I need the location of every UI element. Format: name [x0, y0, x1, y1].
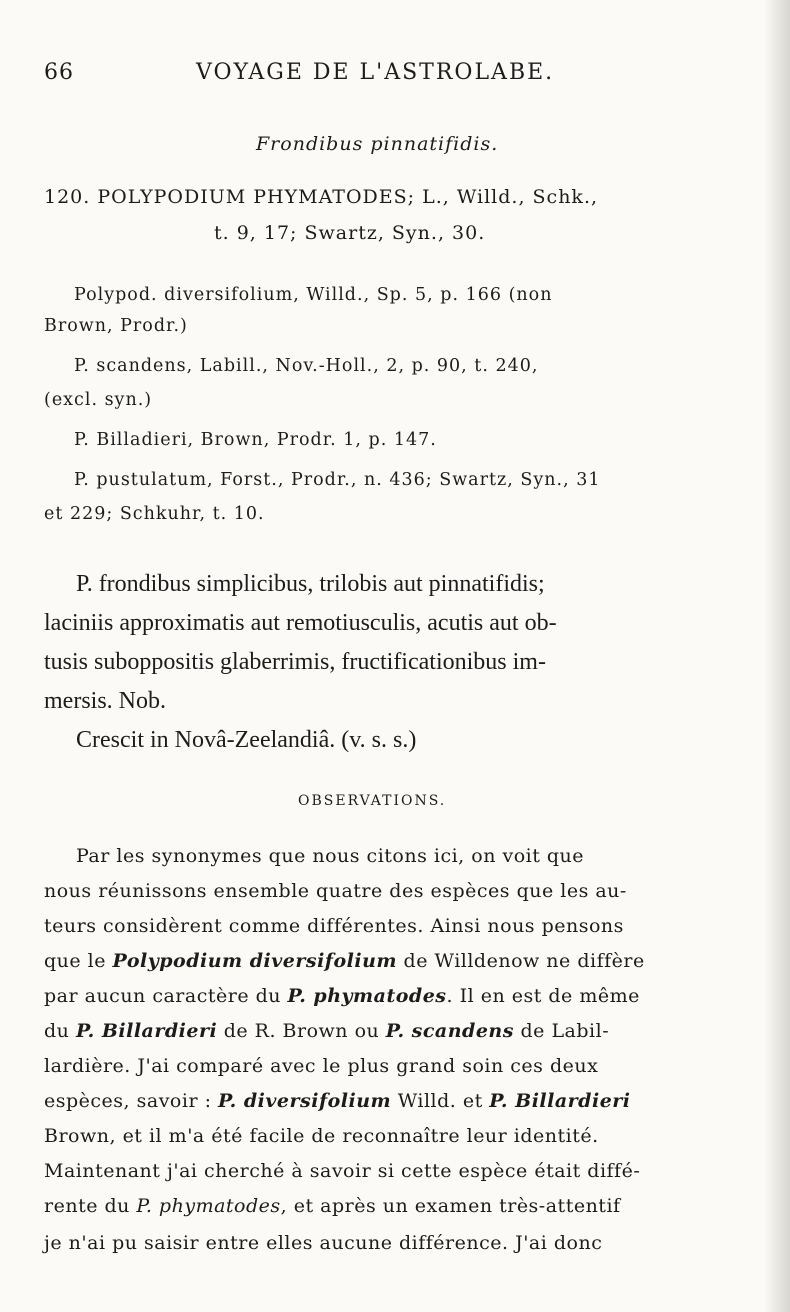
obs-line-11-c: , et après un examen très-attentif [280, 1195, 621, 1217]
synonym-4-line1: P. pustulatum, Forst., Prodr., n. 436; Swartz, Syn., 31 [74, 470, 601, 490]
diagnosis-line3: tusis suboppositis glaberrimis, fructificationibus im- [44, 649, 546, 675]
obs-line-8 [44, 1090, 631, 1112]
entry-heading-line1: 120. POLYPODIUM PHYMATODES; L., Willd., Schk., [44, 186, 599, 208]
obs-line-4-a: que le [44, 950, 113, 972]
diagnosis-line2: laciniis approximatis aut remotiusculis, acutis aut ob- [44, 610, 557, 636]
obs-line-8-taxon-2: P. Billardieri [489, 1090, 631, 1112]
obs-line-10: Maintenant j'ai cherché à savoir si cette espèce était diffé- [44, 1160, 641, 1182]
diagnosis-line4: mersis. Nob. [44, 688, 166, 714]
obs-line-1: Par les synonymes que nous citons ici, on voit que [76, 845, 585, 867]
obs-line-9: Brown, et il m'a été facile de reconnaître leur identité. [44, 1125, 599, 1147]
page-number: 66 [44, 60, 74, 85]
obs-line-5 [44, 985, 640, 1007]
obs-line-8-taxon-1: P. diversifolium [218, 1090, 392, 1112]
synonym-1-line2: Brown, Prodr.) [44, 316, 188, 336]
observations-title: OBSERVATIONS. [298, 793, 447, 809]
obs-line-5-c: . Il en est de même [446, 985, 640, 1007]
obs-line-6-e: de Labil- [513, 1020, 610, 1042]
synonym-3-line1: P. Billadieri, Brown, Prodr. 1, p. 147. [74, 430, 437, 450]
section-subtitle: Frondibus pinnatifidis. [256, 133, 499, 155]
obs-line-5-a: par aucun caractère du [44, 985, 288, 1007]
obs-line-11-taxon: P. phymatodes [136, 1195, 281, 1217]
obs-line-7: lardière. J'ai comparé avec le plus grand soin ces deux [44, 1055, 599, 1077]
running-title: VOYAGE DE L'ASTROLABE. [196, 60, 555, 85]
obs-line-2: nous réunissons ensemble quatre des espèces que les au- [44, 880, 627, 902]
obs-line-12: je n'ai pu saisir entre elles aucune différence. J'ai donc [44, 1232, 603, 1254]
obs-line-6-a: du [44, 1020, 76, 1042]
obs-line-3: teurs considèrent comme différentes. Ainsi nous pensons [44, 915, 624, 937]
obs-line-4-taxon: Polypodium diversifolium [112, 950, 398, 972]
obs-line-8-c: Willd. et [391, 1090, 490, 1112]
entry-heading-line2: t. 9, 17; Swartz, Syn., 30. [214, 222, 486, 244]
obs-line-8-a: espèces, savoir : [44, 1090, 219, 1112]
diagnosis-line1: P. frondibus simplicibus, trilobis aut pinnatifidis; [76, 571, 545, 597]
synonym-2-line2: (excl. syn.) [44, 390, 153, 410]
obs-line-4-c: de Willdenow ne diffère [397, 950, 645, 972]
obs-line-6-taxon-2: P. scandens [385, 1020, 514, 1042]
synonym-2-line1: P. scandens, Labill., Nov.-Holl., 2, p. 90, t. 240, [74, 356, 539, 376]
obs-line-11-a: rente du [44, 1195, 137, 1217]
synonym-4-line2: et 229; Schkuhr, t. 10. [44, 504, 265, 524]
obs-line-6-taxon-1: P. Billardieri [75, 1020, 218, 1042]
page-edge-shadow [764, 0, 790, 1312]
obs-line-6-c: de R. Brown ou [217, 1020, 386, 1042]
diagnosis-habitat: Crescit in Novâ-Zeelandiâ. (v. s. s.) [76, 727, 417, 753]
obs-line-4 [44, 950, 645, 972]
obs-line-6 [44, 1020, 609, 1042]
obs-line-11 [44, 1195, 621, 1217]
synonym-1-line1: Polypod. diversifolium, Willd., Sp. 5, p. 166 (non [74, 285, 553, 305]
obs-line-5-taxon: P. phymatodes [287, 985, 447, 1007]
